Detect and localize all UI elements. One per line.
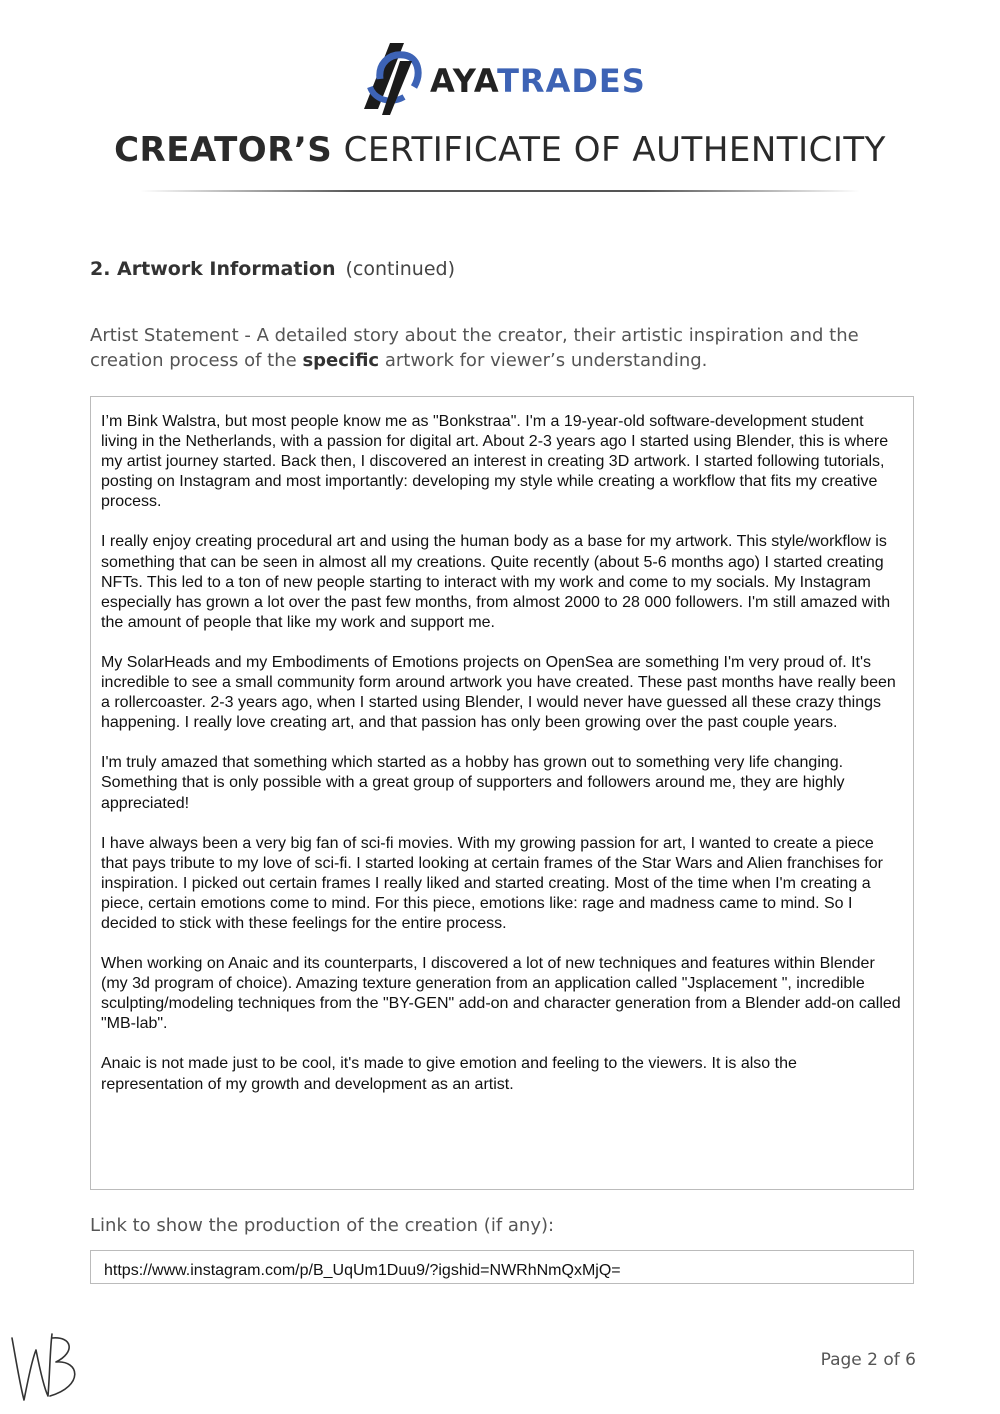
artist-statement-prompt [90, 323, 890, 373]
handwritten-signature [6, 1330, 86, 1405]
brand-logo [360, 38, 646, 118]
artist-statement-box [90, 396, 914, 1190]
statement-paragraph-2: I really enjoy creating procedural art and using the human body as a base for my artwork. This style/workflow is something that can be seen in almost all my creations. Quite recently (about 5-6 months ago) I started creating NFTs. This led to a ton of new people starting to interact with my work and come to my socials. My Instagram especially has grown a lot over the past few months, from almost 2000 to 28 000 followers. I'm still amazed with the amount of people that like my work and support me. [101, 533, 891, 631]
title-divider [140, 190, 860, 192]
statement-paragraph-1: I’m Bink Walstra, but most people know me as "Bonkstraa". I'm a 19-year-old software-development student living in the Netherlands, with a passion for digital art. About 2-3 years ago I started using Blender, this is where my artist journey started. Back then, I discovered an interest in creating 3D artwork. I started following tutorials, posting on Instagram and most importantly: developing my style while creating a workflow that fits my creative process. [101, 413, 889, 511]
prompt-after: artwork for viewer’s understanding. [379, 350, 708, 371]
statement-paragraph-7: Anaic is not made just to be cool, it's made to give emotion and feeling to the viewers. It is also the representation of my growth and development as an artist. [101, 1055, 797, 1093]
production-link-field[interactable]: https://www.instagram.com/p/B_UqUm1Duu9/?igshid=NWRhNmQxMjQ= [90, 1250, 914, 1284]
statement-paragraph-3: My SolarHeads and my Embodiments of Emotions projects on OpenSea are something I'm very proud of. It's incredible to see a small community form around artwork you have created. These past months have really been a rollercoaster. 2-3 years ago, when I started using Blender, I would never have guessed all these crazy things happening. I really love creating art, and that passion has only been growing over the past couple years. [101, 653, 896, 732]
section-heading [90, 258, 455, 280]
section-heading-suffix: (continued) [345, 258, 456, 280]
certificate-title [0, 130, 1000, 170]
brand-part1: AYA [430, 62, 498, 100]
title-bold: CREATOR’S [114, 130, 333, 170]
brand-wordmark [430, 62, 646, 100]
brand-part2: TRADES [497, 62, 646, 100]
prompt-before: Artist Statement - A detailed story about the creator, their artistic inspiration and the creation process of the [90, 325, 859, 371]
section-heading-main: 2. Artwork Information [90, 258, 336, 280]
statement-paragraph-5: I have always been a very big fan of sci-fi movies. With my growing passion for art, I wanted to create a piece that pays tribute to my love of sci-fi. I started looking at certain frames of the Star Wars and Alien franchises for inspiration. I picked out certain frames I really liked and started creating. Most of the time when I'm creating a piece, certain emotions come to mind. For this piece, emotions like: rage and madness came to mind. So I decided to stick with these feelings for the entire process. [101, 834, 883, 932]
statement-paragraph-6: When working on Anaic and its counterparts, I discovered a lot of new techniques and features within Blender (my 3d program of choice). Amazing texture generation from an application called "Jsplacement ", incredible sculpting/modeling techniques from the "BY-GEN" add-on and character generation from a Blender add-on called "MB-lab". [101, 955, 901, 1033]
ayatrades-logo-icon [360, 39, 424, 117]
production-link-label: Link to show the production of the creation (if any): [90, 1215, 555, 1236]
statement-paragraph-4: I'm truly amazed that something which started as a hobby has grown out to something very life changing. Something that is only possible with a great group of supporters and followers around me, they are highly appreciated! [101, 754, 845, 812]
prompt-bold: specific [302, 350, 380, 371]
title-rest: CERTIFICATE OF AUTHENTICITY [343, 130, 886, 170]
page-number: Page 2 of 6 [820, 1350, 916, 1370]
